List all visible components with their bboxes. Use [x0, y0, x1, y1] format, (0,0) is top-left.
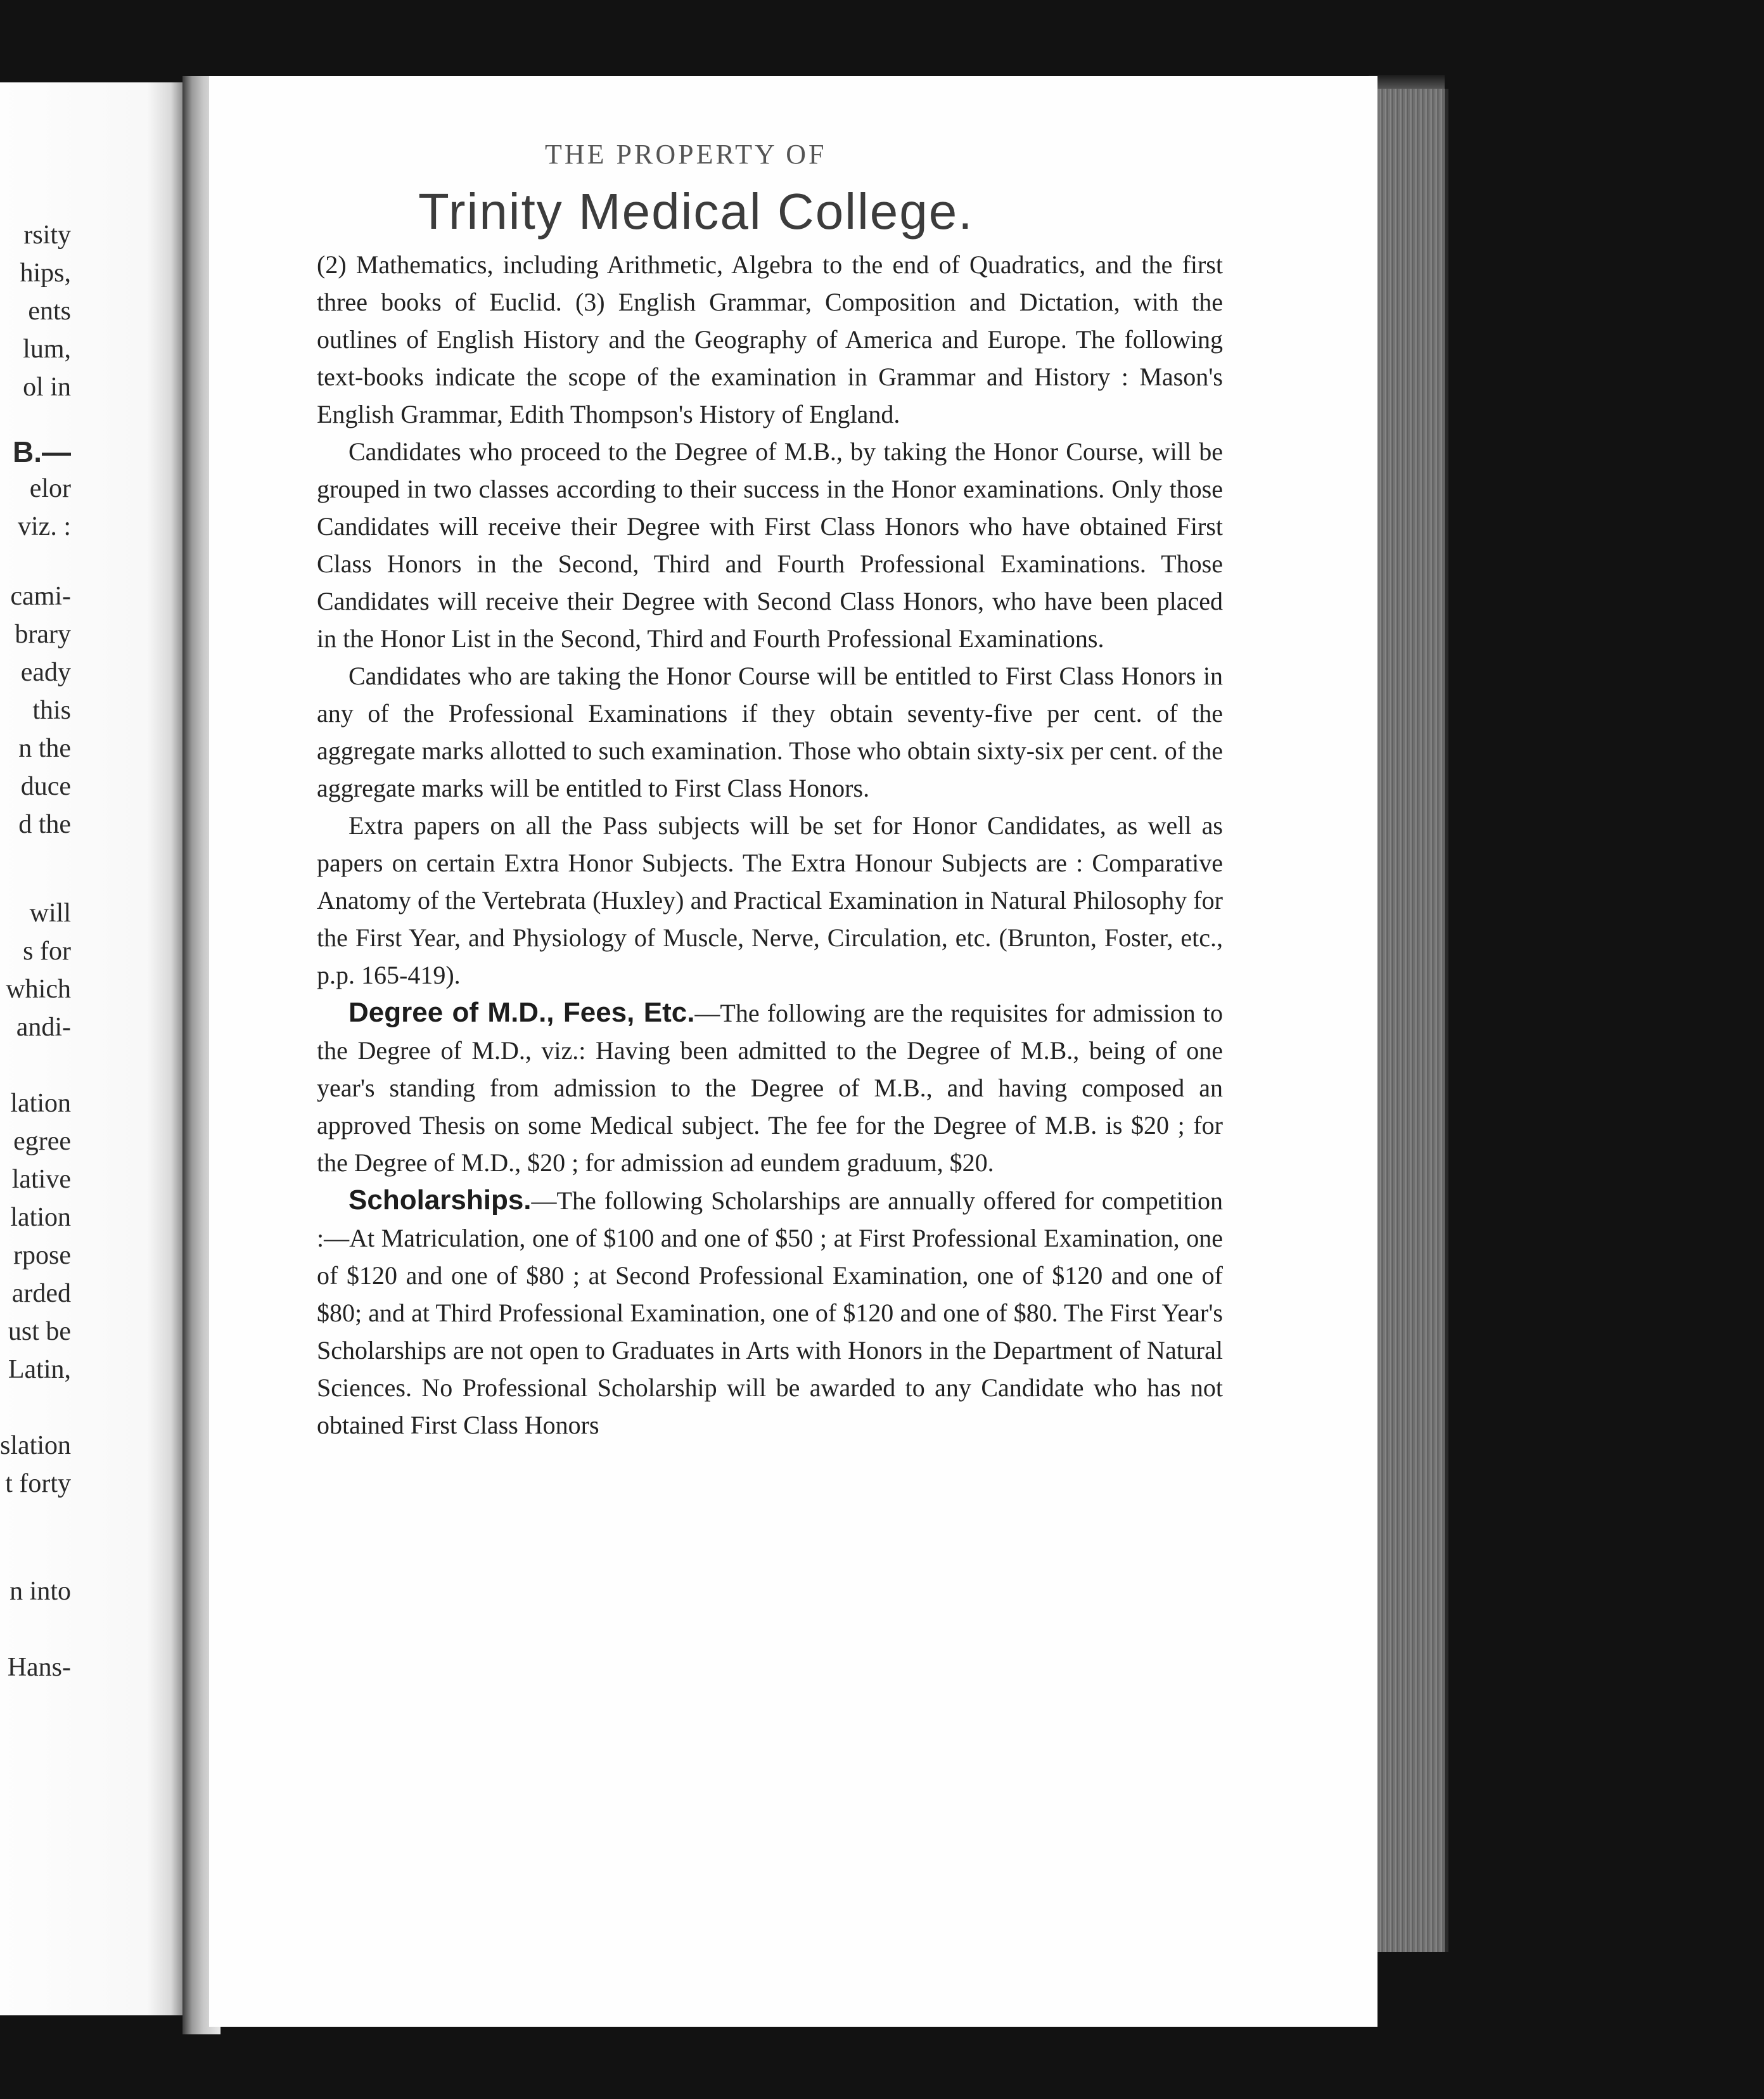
- left-page-fragment: which: [6, 975, 71, 1004]
- paragraph-4-text: Extra papers on all the Pass subjects will be set for Honor Candidates, as well as papers on certain Extra Honor Subjects. The Extra Honour Subjects are : Comparative Anatomy of the Vertebrata (Huxley) and Practical Examination in Natural Philosophy for the First Year, and Physiology of Muscle, Nerve, Circulation, etc. (Brunton, Foster, etc., p.p. 165-419).: [317, 811, 1223, 989]
- section-heading-md-degree: Degree of M.D., Fees, Etc.: [348, 997, 695, 1028]
- left-page-fragment: n the: [18, 734, 71, 763]
- left-page-fragment: Hans-: [7, 1653, 71, 1682]
- left-page-fragment: will: [29, 899, 71, 928]
- paragraph-md-degree: [317, 994, 1223, 1181]
- paragraph-3-text: Candidates who are taking the Honor Course will be entitled to First Class Honors in any of the Professional Examinations if they obtain seventy-five per cent. of the aggregate marks allotted to such examination. Those who obtain sixty-six per cent. of the aggregate marks will be entitled to First Class Honors.: [317, 662, 1223, 802]
- left-page-fragment: cami-: [10, 582, 71, 611]
- paragraph-3: [317, 657, 1223, 807]
- left-page-fragment: ust be: [8, 1317, 71, 1346]
- left-page-fragment: lation: [10, 1203, 71, 1232]
- left-page-fragment: B.—: [13, 435, 71, 468]
- left-page-fragment: t forty: [5, 1469, 71, 1498]
- stamp-line-2: Trinity Medical College.: [418, 183, 974, 240]
- page-block-edges: [1374, 89, 1448, 1952]
- left-page-fragment: ol in: [23, 373, 71, 402]
- left-page-fragment: duce: [20, 772, 71, 801]
- left-page-fragment: slation: [0, 1431, 71, 1460]
- left-page-fragment: rpose: [13, 1241, 71, 1270]
- paragraph-md-degree-text: —The following are the requisites for admission to the Degree of M.D., viz.: Having been admitted to the Degree of M.B., being of one year's standing from admission to the Degree of M.B., and having composed an approved Thesis on some Medical subject. The fee for the Degree of M.B. is $20 ; for the Degree of M.D., $20 ; for admission ad eundem graduum, $20.: [317, 999, 1223, 1177]
- left-page-fragment: hips,: [20, 259, 71, 288]
- left-page-fragment: brary: [15, 620, 71, 649]
- paragraph-scholarships: [317, 1181, 1223, 1444]
- page-body-text: [317, 246, 1223, 1444]
- paragraph-1: [317, 246, 1223, 433]
- left-page-fragment: Latin,: [8, 1355, 71, 1384]
- paragraph-2-text: Candidates who proceed to the Degree of M.B., by taking the Honor Course, will be grouped in two classes according to their success in the Honor examinations. Only those Candidates will receive their Degree with First Class Honors who have obtained First Class Honors in the Second, Third and Fourth Professional Examinations. Those Candidates will receive their Degree with Second Class Honors, who have been placed in the Honor List in the Second, Third and Fourth Professional Examinations.: [317, 437, 1223, 653]
- left-page-fragment: egree: [13, 1127, 71, 1156]
- left-page-fragment: s for: [23, 937, 71, 966]
- left-page-fragment: elor: [29, 474, 71, 503]
- left-page-fragment: lum,: [23, 335, 71, 364]
- paragraph-2: [317, 433, 1223, 657]
- left-page-fragment: n into: [10, 1577, 71, 1606]
- left-page-fragment: ents: [28, 297, 71, 326]
- left-page-fragment: this: [32, 696, 71, 725]
- left-facing-page: [0, 82, 184, 2015]
- stamp-line-1: THE PROPERTY OF: [545, 139, 827, 170]
- left-page-fragment: lative: [11, 1165, 71, 1194]
- left-page-fragment: rsity: [23, 221, 71, 250]
- left-page-fragment: arded: [11, 1279, 71, 1308]
- paragraph-4: [317, 807, 1223, 994]
- section-heading-scholarships: Scholarships.: [348, 1184, 532, 1216]
- left-page-fragment: lation: [10, 1089, 71, 1118]
- left-page-fragment: andi-: [16, 1013, 71, 1042]
- left-page-fragment: viz. :: [18, 512, 71, 541]
- left-page-fragment: eady: [20, 658, 71, 687]
- paragraph-1-text: (2) Mathematics, including Arithmetic, Algebra to the end of Quadratics, and the first three books of Euclid. (3) English Grammar, Composition and Dictation, with the outlines of English History and the Geography of America and Europe. The following text-books indicate the scope of the examination in Grammar and History : Mason's English Grammar, Edith Thompson's History of England.: [317, 250, 1223, 428]
- left-page-fragment: d the: [18, 810, 71, 839]
- paragraph-scholarships-text: —The following Scholarships are annually offered for competition :—At Matriculation, one of $100 and one of $50 ; at First Professional Examination, one of $120 and one of $80 ; at Second Professional Examination, one of $120 and one of $80; and at Third Professional Examination, one of $120 and one of $80. The First Year's Scholarships are not open to Graduates in Arts with Honors in the Department of Natural Sciences. No Professional Scholarship will be awarded to any Candidate who has not obtained First Class Honors: [317, 1186, 1223, 1439]
